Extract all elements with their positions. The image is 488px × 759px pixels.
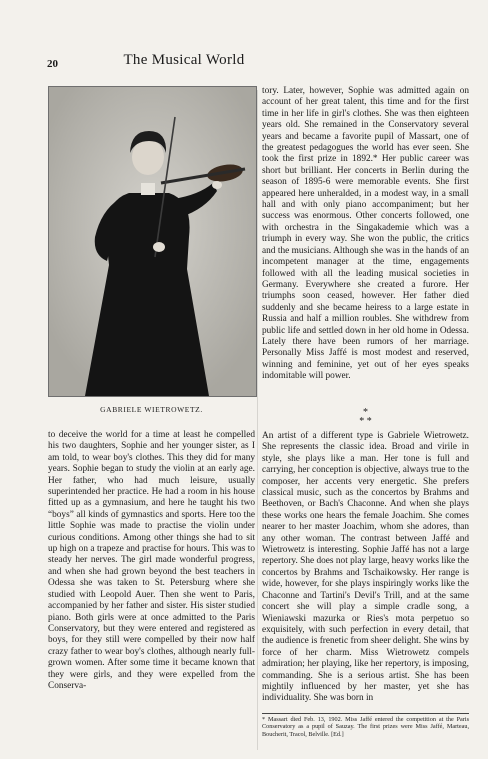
portrait-photograph [48, 86, 257, 397]
right-column-bottom [262, 398, 469, 705]
figure-caption: GABRIELE WIETROWETZ. [100, 405, 203, 414]
section-asterism [262, 408, 469, 426]
asterism-bottom: * * [359, 416, 372, 427]
asterism-top: * [363, 407, 368, 418]
right-column-paragraph-1: tory. Later, however, Sophie was admitted again on account of her great talent, this time and for the first time in her life in girl's clothes. She was then eighteen years old. She remained in the Conservatory several years and became a favorite pupil of Massart, one of the greatest pedagogues the world has ever seen. She took the first prize in 1892.* Her public career was short but brilliant. Her concerts in Berlin during the season of 1895-6 were memorable events. She first appeared here unheralded, in a modest way, in a small hall and with only piano accompaniment; but her success was enormous. Other concerts followed, one with orchestra in the Singakademie which was a triumph in every way. She won the public, the critics and the musicians. Although she was in the hands of an incompetent manager at the time, engagements followed with all the leading musical societies in Germany. Everywhere she created a furore. Her triumphs soon ceased, however. Her father died suddenly and she became heiress to a large estate in Russia and half a million roubles. She withdrew from public life and settled down in her old home in Odessa. Lately there have been rumors of her marriage. Personally Miss Jaffé is most modest and reserved, winning and feminine, yet out of her eyes speaks indomitable will power. [262, 86, 469, 382]
page-number: 20 [47, 58, 58, 70]
column-gutter [257, 90, 258, 750]
face [132, 139, 164, 175]
collar [141, 183, 155, 195]
bow-hand [153, 242, 165, 252]
fingering-hand [212, 181, 222, 189]
violinist-illustration [49, 87, 256, 396]
footnote: * Massart died Feb. 13, 1902. Miss Jaffé entered the competition at the Paris Conservatory as a pupil of Sauzay. The first prizes were Miss Jaffé, Marteau, Boucherit, Tracol, Belville. [Ed.] [262, 713, 469, 738]
left-column [48, 430, 255, 692]
left-column-paragraph: to deceive the world for a time at least he compelled his two daughters, Sophie and her younger sister, as I am told, to wear boy's clothes. This they did for many years. Sophie began to study the violin at an early age. Her father, who had much leisure, usually superintended her practice. He had a room in his house fitted up as a gymnasium, and here he taught his two “boys” all kinds of gymnastics and sports. Here too the little Sophie was made to practise the violin under curious conditions. Among other things she had to sit up high on a trapeze and practise for hours. This was to steady her nerves. The girl made wonderful progress, and when she had grown beyond the best teachers in Odessa she was taken to St. Petersburg where she studied with Leopold Auer. Then she went to Paris, accompanied by her father and sister. His sister studied piano. Both girls were at once admitted to the Paris Conservatory, but they were entered and registered as boys, for they still were compelled by their now half crazy father to wear boy's clothes, although nearly full-grown women. After some time it became known that they were girls, and they were expelled from the Conserva- [48, 430, 255, 691]
right-column-paragraph-2: An artist of a different type is Gabriele Wietrowetz. She represents the classic idea. Broad and virile in style, she plays like a man. Her tone is full and carrying, her conception is objective, always true to the composer, her accents very energetic. She prefers classical music, such as the concertos by Brahms and Beethoven, or Bach's Chaconne. And when she plays these works one hears the female Joachim. She comes nearer to her master Joachim, whom she adores, than any other woman. The contrast between Jaffé and Wietrowetz is interesting. Sophie Jaffé has not a large repertory. She does not play large, heavy works like the concertos by Brahms and Tschaikowsky. Her range is wide, however, for she plays inspiringly works like the Chaconne and Tartini's Devil's Trill, and at the same concert she will play a simple cradle song, a Wieniawski mazurka or Ries's mota perpetuo so exquisitely, with such perfection in every detail, that the audience is frenetic from sheer delight. She wins by force of her charm. Miss Wietrowetz compels admiration; her playing, like her repertory, is imposing, commanding. She is a serious artist. She has been mightily influenced by her master, yet she has individuality. She was born in [262, 431, 469, 704]
right-column-top [262, 86, 469, 383]
running-title: The Musical World [123, 52, 245, 68]
